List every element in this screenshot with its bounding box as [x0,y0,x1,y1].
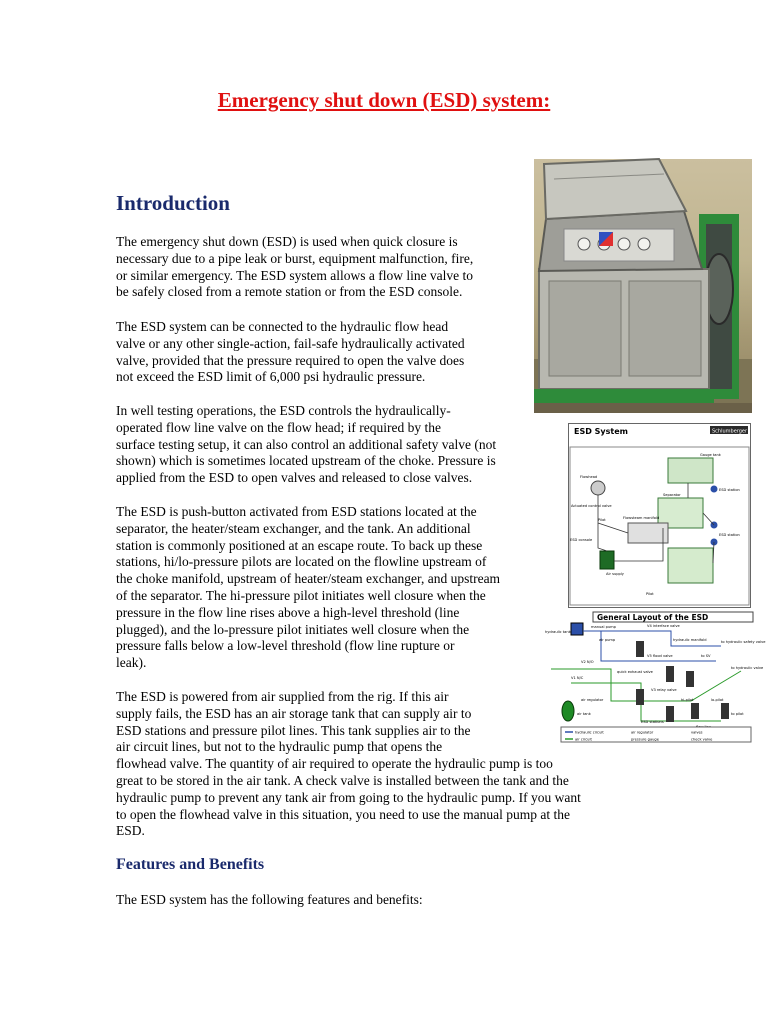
legend-item: check valve [691,737,713,742]
diagram-label: Flowhead [580,475,598,479]
text-line: valve, provided that the pressure required to open the valve does [116,352,465,368]
diagram-label: V4 interface valve [647,624,680,628]
text-line: supply fails, the ESD has an air storage tank that can supply air to [116,705,472,721]
paragraph-2 [116,319,465,386]
text-line: air circuit lines, but not to the hydraulic pump that opens the [116,739,443,755]
diagram-label: manual pump [591,625,616,629]
diagram-label: air tank [577,712,591,716]
text-line: necessary due to a pipe leak or burst, equipment malfunction, fire, [116,250,474,266]
text-line: pressure falls below a low-level threshold (flow line rupture or [116,638,455,654]
text-line: shown) which is sometimes located upstream of the choke. Pressure is [116,453,496,469]
text-line: In well testing operations, the ESD controls the hydraulically- [116,403,451,418]
diagram-label: air pump [599,638,616,642]
diagram-label: V5 flood valve [647,654,673,658]
diagram-label: Gauge tank [700,453,721,457]
text-line: stations, hi/lo-pressure pilots are located on the flowline upstream of [116,554,487,570]
diagram-label: hi-pilot [681,698,694,702]
diagram-label: V3 relay valve [651,688,677,692]
text-line: valve or any other single-action, fail-safe hydraulically activated [116,335,465,351]
text-line: ESD. [116,823,145,839]
diagram-label: Separator [663,493,681,497]
text-line: ESD stations and pressure pilot lines. This tank supplies air to the [116,722,471,738]
diagram-label: hydraulic manifold [673,638,707,642]
diagram-label: lo-pilot [711,698,724,702]
diagram-label: ESD station [719,488,740,492]
diagram-label: V1 N/C [571,676,584,680]
diagram-label: to hydraulic safety valve [721,640,766,644]
diagram-label: V2 N/O [581,660,594,664]
text-line: station is commonly positioned at an escape route. To back up these [116,537,483,553]
diagram-label: Pilot [646,592,654,596]
features-heading: Features and Benefits [116,856,265,873]
text-line: plugged), and the lo-pressure pilot initiates well closure when the [116,621,470,637]
esd-system-diagram [568,423,751,608]
diagram-label: to SV [701,654,711,658]
diagram-label: air regulator [581,698,604,702]
text-line: the choke manifold, upstream of heater/steam exchanger, and upstream [116,571,501,587]
diagram-title: General Layout of the ESD [597,613,709,622]
esd-console-illustration [534,159,752,413]
page-title: Emergency shut down (ESD) system: [217,88,551,112]
schlumberger-logo: Schlumberger [712,428,748,435]
diagram-label: Air supply [606,572,624,576]
text-line: or similar emergency. The ESD system allows a flow line valve to [116,267,474,283]
diagram-label: Pilot [598,518,606,522]
text-line: The emergency shut down (ESD) is used when quick closure is [116,234,458,249]
text-line: applied from the ESD to open valves and released to close valves. [116,470,473,486]
paragraph-1 [116,234,473,301]
features-intro: The ESD system has the following features and benefits: [116,892,423,907]
text-line: hydraulic pump to prevent any tank air from going to the hydraulic pump. If you want [116,789,581,805]
intro-heading: Introduction [116,191,230,215]
text-line: The ESD is powered from air supplied from the rig. If this air [116,689,449,704]
text-line: pressure in the flow line rises above a high-level threshold (line [116,604,460,620]
text-line: to open the flowhead valve in this situation, you need to use the manual pump at the [116,806,571,822]
paragraph-5 [116,689,581,840]
diagram-label: to pilot [731,712,744,716]
diagram-label: Flowsteam manifold [623,516,660,520]
esd-console-photo [534,159,752,413]
diagram-label: hydraulic tank [545,630,571,634]
legend-item: hydraulic circuit [575,730,604,735]
text-line: of the separator. The hi-pressure pilot initiates well closure when the [116,587,486,603]
legend-item: air circuit [575,737,592,742]
paragraph-4 [116,504,500,672]
text-line: operated flow line valve on the flow head; if required by the [116,419,442,435]
diagram-label: ESD stations [641,720,664,724]
text-line: be safely closed from a remote station or from the ESD console. [116,284,463,300]
diagram-label: ESD console [570,538,593,542]
legend-item: air regulator [631,730,654,735]
text-line: not exceed the ESD limit of 6,000 psi hydraulic pressure. [116,369,426,385]
text-line: flowhead valve. The quantity of air required to operate the hydraulic pump is too [116,756,553,772]
esd-general-layout-diagram [541,611,766,744]
text-line: surface testing setup, it can also control an additional safety valve (not [116,436,497,452]
diagram-label: to hydraulic valve [731,666,764,670]
text-line: separator, the heater/steam exchanger, and the tank. An additional [116,520,471,536]
legend-item: valves [691,730,703,735]
paragraph-3 [116,403,496,487]
diagram-label: Actuated control valve [571,504,612,508]
diagram-label: quick exhaust valve [617,670,653,674]
diagram-label: ESD station [719,533,740,537]
text-line: The ESD is push-button activated from ESD stations located at the [116,504,477,519]
text-line: great to be stored in the air tank. A check valve is installed between the tank and the [116,772,569,788]
legend-item: pressure gauge [631,737,659,742]
text-line: The ESD system can be connected to the hydraulic flow head [116,319,449,334]
text-line: leak). [116,655,147,671]
diagram-title: ESD System [574,427,628,436]
